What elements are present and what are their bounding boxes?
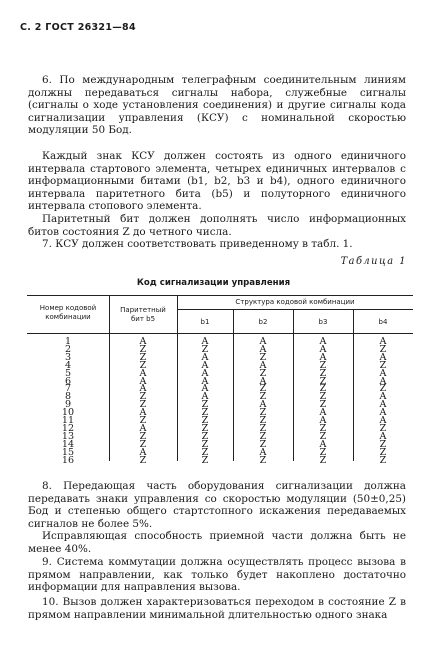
table-cell: A xyxy=(379,407,387,419)
table-cell: A xyxy=(201,359,209,371)
header-bit-4: b4 xyxy=(378,318,388,326)
row-number-cell: 6 xyxy=(64,375,72,387)
row-number-cell: 9 xyxy=(64,399,72,411)
row-number-cell: 4 xyxy=(64,359,72,371)
table-cell: Z xyxy=(139,454,147,466)
row-number-cell: 8 xyxy=(64,391,72,403)
table-cell: A xyxy=(201,375,209,387)
structure-rule xyxy=(177,309,413,310)
table-cell: Z xyxy=(259,454,267,466)
paragraph-6-parity: Паритетный бит должен дополнять число информационных битов состояния Z до четного числа. xyxy=(28,213,406,238)
table-cell: Z xyxy=(259,430,267,442)
table-cell: Z xyxy=(319,391,327,403)
row-number-cell: 14 xyxy=(61,438,75,450)
table-cell: Z xyxy=(201,422,209,434)
table-cell: A xyxy=(201,383,209,395)
table-cell: A xyxy=(259,336,267,347)
paragraph-8-correcting: Исправляющая способность приемной части должна быть не менее 40%. xyxy=(28,530,406,555)
table-cell: A xyxy=(259,399,267,411)
table-cell: Z xyxy=(319,430,327,442)
table-cell: A xyxy=(379,375,387,387)
table-cell: A xyxy=(319,415,327,426)
paragraph-7: 7. КСУ должен соответствовать приведенному в табл. 1. xyxy=(42,238,353,250)
header-bottom-rule xyxy=(27,333,413,334)
table-cell: Z xyxy=(259,415,267,426)
table-cell: A xyxy=(259,446,267,458)
table-cell: Z xyxy=(139,391,147,403)
table-cell: Z xyxy=(201,430,209,442)
row-number-cell: 13 xyxy=(61,430,75,442)
table-title: Код сигнализации управления xyxy=(136,278,291,288)
table-cell: A xyxy=(139,375,147,387)
table-cell: A xyxy=(139,367,147,379)
table-cell: Z xyxy=(379,446,387,458)
table-cell: Z xyxy=(139,343,147,355)
paragraph-9: 9. Система коммутации должна осуществлять процесс вызова в прямом направлении, как только будет накоплено достаточно информации для направления вызова. xyxy=(28,556,406,594)
table-cell: A xyxy=(139,336,147,347)
paragraph-6: 6. По международным телеграфным соединительным линиям должны передаваться сигналы набора, служебные сигналы (сигналы о ходе установления соединения) и другие сигналы кода сигнализации управления (КСУ) с номинальной скоростью модуляции 50 Бод. xyxy=(28,74,406,137)
table-cell: A xyxy=(259,343,267,355)
table-cell: Z xyxy=(201,343,209,355)
paragraph-6-sign: Каждый знак КСУ должен состоять из одного единичного интервала стартового элемента, четырех единичных интервалов с информационными битами (b1, b2, b3 и b4), одного единичного интервала паритетного бита (b5) и полуторного единичного интервала стопового элемента. xyxy=(28,150,406,213)
table-cell: Z xyxy=(201,454,209,466)
table-cell: Z xyxy=(139,430,147,442)
table-cell: Z xyxy=(259,367,267,379)
paragraph-8: 8. Передающая часть оборудования сигнализации должна передавать знаки управления со скоростью модуляции (50±0,25) Бод и степенью общего стартстопного искажения передаваемых сигналов не более 5%. xyxy=(28,480,406,530)
header-bit-1: b1 xyxy=(200,318,210,326)
row-number-cell: 11 xyxy=(61,415,75,426)
table-cell: Z xyxy=(319,454,327,466)
table-cell: A xyxy=(379,391,387,403)
table-cell: A xyxy=(139,422,147,434)
row-number-cell: 16 xyxy=(61,454,75,466)
table-cell: A xyxy=(379,399,387,411)
page-header: С. 2 ГОСТ 26321—84 xyxy=(20,22,136,33)
table-cell: Z xyxy=(201,407,209,419)
table-cell: Z xyxy=(319,399,327,411)
table-cell: Z xyxy=(379,343,387,355)
table-top-rule xyxy=(27,295,413,296)
table-cell: Z xyxy=(319,375,327,387)
table-cell: Z xyxy=(139,359,147,371)
row-number-cell: 5 xyxy=(64,367,72,379)
table-cell: Z xyxy=(201,446,209,458)
table-cell: A xyxy=(319,407,327,419)
table-cell: Z xyxy=(319,367,327,379)
table-cell: A xyxy=(139,383,147,395)
table-cell: A xyxy=(319,351,327,363)
table-cell: Z xyxy=(379,422,387,434)
table-cell: Z xyxy=(259,383,267,395)
row-number-cell: 12 xyxy=(61,422,75,434)
table-cell: Z xyxy=(379,454,387,466)
table-cell: Z xyxy=(139,399,147,411)
header-number: Номер кодовой комбинации xyxy=(39,304,97,321)
row-number-cell: 15 xyxy=(61,446,75,458)
table-cell: A xyxy=(379,430,387,442)
row-number-cell: 3 xyxy=(64,351,72,363)
table-cell: A xyxy=(259,359,267,371)
table-cell: Z xyxy=(259,351,267,363)
table-cell: Z xyxy=(201,415,209,426)
table-cell: A xyxy=(319,343,327,355)
table-cell: Z xyxy=(319,446,327,458)
header-bit-3: b3 xyxy=(318,318,328,326)
table-cell: A xyxy=(201,351,209,363)
paragraph-10: 10. Вызов должен характеризоваться переходом в состояние Z в прямом направлении минимальной длительностью одного знака xyxy=(28,596,406,621)
table-cell: Z xyxy=(139,438,147,450)
table-cell: Z xyxy=(201,399,209,411)
table-cell: A xyxy=(201,367,209,379)
row-number-cell: 1 xyxy=(64,336,72,347)
table-cell: Z xyxy=(259,438,267,450)
table-cell: Z xyxy=(379,438,387,450)
table-cell: Z xyxy=(139,415,147,426)
table-cell: Z xyxy=(319,383,327,395)
table-cell: Z xyxy=(139,351,147,363)
table-cell: A xyxy=(319,336,327,347)
table-cell: A xyxy=(379,415,387,426)
table-label: Таблица 1 xyxy=(340,256,407,267)
row-number-cell: 10 xyxy=(61,407,75,419)
table-cell: Z xyxy=(201,438,209,450)
table-cell: A xyxy=(201,391,209,403)
table-cell: A xyxy=(201,336,209,347)
table-cell: Z xyxy=(379,359,387,371)
table-cell: Z xyxy=(319,422,327,434)
row-number-cell: 7 xyxy=(64,383,72,395)
table-cell: Z xyxy=(259,391,267,403)
row-number-cell: 2 xyxy=(64,343,72,355)
table-cell: Z xyxy=(259,422,267,434)
header-parity: Паритетный бит b5 xyxy=(120,306,166,323)
header-structure: Структура кодовой комбинации xyxy=(235,298,355,306)
table-cell: A xyxy=(139,407,147,419)
table-cell: Z xyxy=(319,359,327,371)
table-cell: Z xyxy=(379,383,387,395)
table-cell: A xyxy=(379,336,387,347)
table-cell: A xyxy=(379,351,387,363)
table-cell: Z xyxy=(259,407,267,419)
table-cell: A xyxy=(139,446,147,458)
table-cell: A xyxy=(379,367,387,379)
header-bit-2: b2 xyxy=(258,318,268,326)
table-cell: A xyxy=(259,375,267,387)
table-cell: A xyxy=(319,438,327,450)
